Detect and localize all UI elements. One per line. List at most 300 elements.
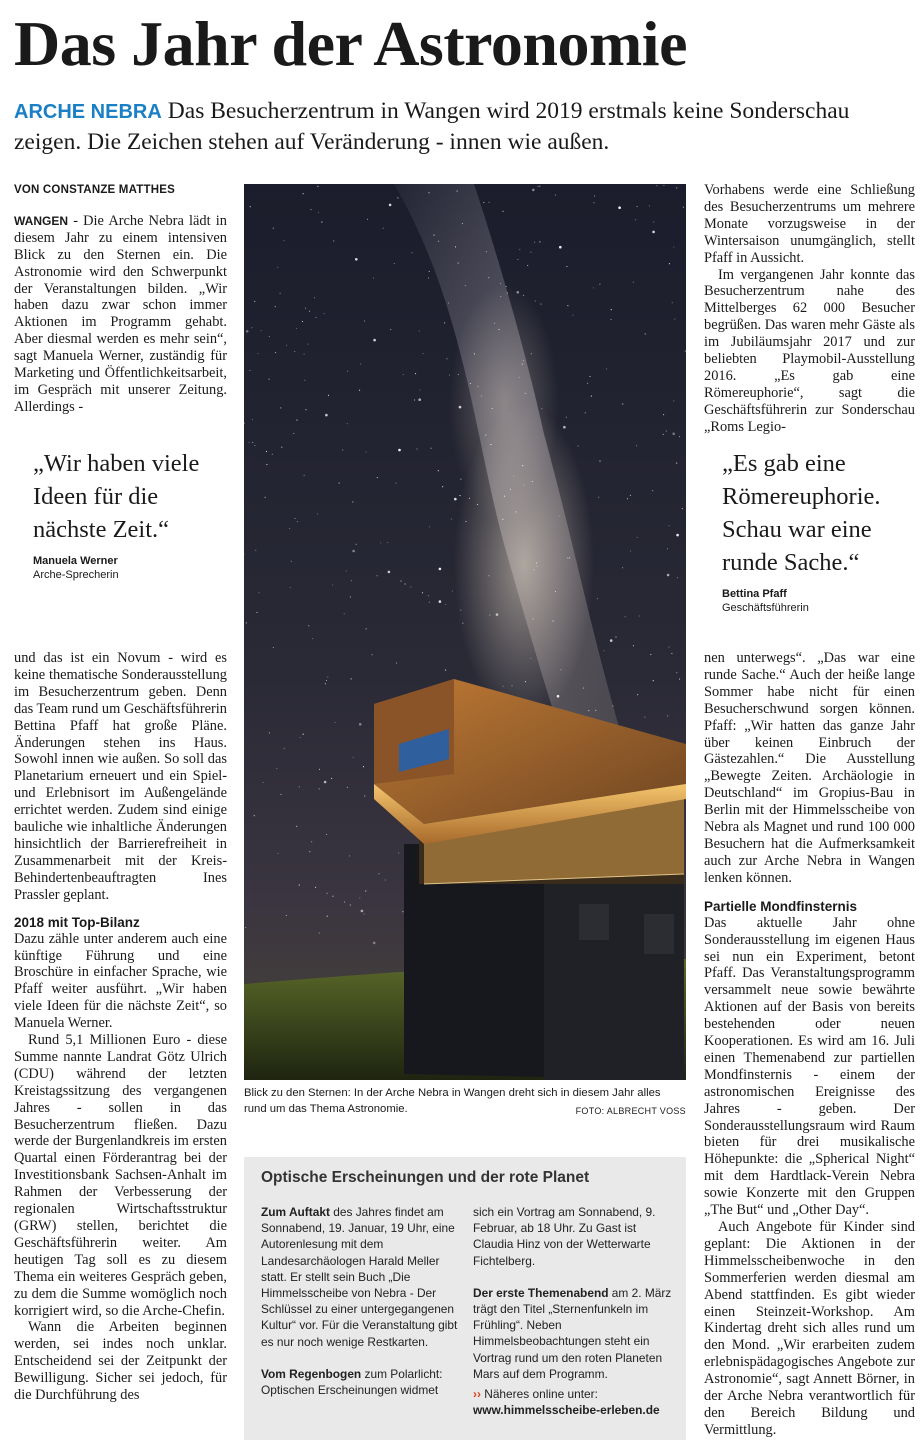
left-paragraph-4: Rund 5,1 Millionen Euro - diese Summe nannte Landrat Götz Ulrich (CDU) während der letzten Kreistagssitzung des vergangenen Jahres - sollen in das Besucherzentrum fließen. Dazu werde der Burgenlandkreis im ersten Quartal einen Förderantrag bei der Investitionsbank Sachsen-Anhalt im Rahmen der Verbesserung der regionalen Wirtschaftsstruktur (GRW) stellen, berichtet die Geschäftsführerin weiter. Am heutigen Tag soll es zu diesem Thema ein weiteres Gespräch geben, zu dem die Summe womöglich noch korrigiert wird, so die Arche-Chefin. [14, 1032, 227, 1319]
star [291, 561, 292, 562]
star [429, 526, 430, 527]
star [300, 737, 301, 738]
star [525, 681, 526, 682]
star [347, 371, 348, 372]
star [451, 518, 452, 519]
star [252, 442, 253, 443]
star [595, 710, 596, 711]
info-item-regenbogen-text: zum Polarlicht: Optischen Erscheinungen widmet [261, 1366, 443, 1398]
star [502, 211, 503, 212]
right-paragraph-5: Auch Angebote für Kinder sind geplant: Die Aktionen in der Himmelsscheibenwoche in den Sommerferien werden diesmal am Abend stattfinden. Es gibt wieder einen Steinzeit-Workshop. Am Kindertag dreht sich alles rund um den Mond. „Wir erarbeiten zudem erlebnispädagogisches Angebote zur Astronomie“, sagt Annett Börner, in der Arche Nebra verantwortlich für den Bereich Bildung und Vermittlung. [704, 1219, 915, 1438]
star [496, 613, 499, 616]
star [567, 305, 568, 306]
star [339, 483, 340, 484]
right-paragraph-4: Das aktuelle Jahr ohne Sonderausstellung im eigenen Haus sei nun ein Experiment, betont Pfaff. Das Veranstaltungsprogramm versammelt neue sowie bewährte Aktionen auf der Basis von bereits bestehenden oder neuen Kooperationen. Es wird am 16. Juli einen Themenabend zur partiellen Mondfinsternis - einem der astronomischen Ereignisse des Jahres - geben. Der Sonderausstellungsraum wird Raum bieten für drei musikalische Höhepunkte: die „Spherical Night“ mit dem Hardtlack-Verein Nebra sowie Konzerte mit den Gruppen „The But“ und „Other Day“. [704, 914, 915, 1219]
star [359, 390, 360, 391]
star [672, 302, 673, 303]
left-paragraph-5: Wann die Arbeiten beginnen werden, sei indes noch unklar. Entscheidend sei der Zeitpunkt der Bewilligung. Sicher sei jedoch, für die Durchführung des [14, 1319, 227, 1404]
pull-quote-left [33, 447, 223, 582]
star [383, 228, 384, 229]
pull-quote-left-name: Manuela Werner [33, 555, 118, 567]
star [458, 374, 459, 375]
more-info-link[interactable]: www.himmelsscheibe-erleben.de [473, 1403, 660, 1418]
star [293, 433, 294, 434]
star [666, 430, 667, 431]
star [266, 451, 267, 452]
star [419, 389, 420, 390]
star [286, 915, 287, 916]
left-column-top [14, 182, 227, 416]
star [460, 479, 461, 480]
star [507, 292, 508, 293]
star [490, 444, 491, 445]
star [469, 498, 470, 499]
star [481, 396, 482, 397]
star [677, 577, 678, 578]
star [398, 852, 399, 853]
star [255, 550, 256, 551]
photo-credit: FOTO: ALBRECHT VOSS [575, 1106, 686, 1116]
star [652, 490, 653, 491]
star [560, 669, 561, 670]
star [536, 563, 537, 564]
star [531, 353, 532, 354]
star [315, 887, 316, 888]
info-item-themenabend-lead: Der erste Themenabend [473, 1285, 609, 1300]
star [474, 353, 475, 354]
star [273, 228, 274, 229]
star [637, 206, 638, 207]
star [633, 282, 634, 283]
star [525, 393, 526, 394]
pull-quote-right [722, 447, 917, 615]
star [679, 436, 680, 437]
star [394, 263, 395, 264]
star [433, 235, 434, 236]
star [477, 504, 478, 505]
star [395, 482, 396, 483]
star [537, 566, 538, 567]
star [448, 302, 449, 303]
star [622, 403, 623, 404]
star [439, 600, 442, 603]
star [403, 374, 404, 375]
star [246, 330, 249, 333]
star [668, 525, 669, 526]
star [486, 251, 487, 252]
star [265, 497, 266, 498]
star [630, 495, 631, 496]
star [622, 567, 623, 568]
star [599, 284, 600, 285]
star [276, 768, 277, 769]
star [667, 574, 670, 577]
dateline: WANGEN [14, 213, 68, 228]
headline: Das Jahr der Astronomie [14, 8, 687, 79]
star [517, 291, 520, 294]
star [275, 306, 276, 307]
star [459, 406, 462, 409]
star [317, 513, 318, 514]
star [483, 202, 484, 203]
star [445, 604, 446, 605]
star [555, 195, 556, 196]
star [281, 447, 282, 448]
star [284, 748, 285, 749]
star [296, 826, 297, 827]
star [346, 571, 347, 572]
star [373, 942, 376, 945]
pull-quote-right-text: „Es gab eine Römereuphorie. Schau war eine runde Sache.“ [722, 450, 881, 576]
star [387, 542, 388, 543]
star [422, 592, 423, 593]
star [458, 263, 459, 264]
star [319, 788, 320, 789]
star [303, 193, 304, 194]
star [314, 297, 315, 298]
star [627, 498, 628, 499]
more-info [473, 1386, 678, 1402]
star [513, 475, 514, 476]
star [532, 189, 535, 192]
star [535, 301, 536, 302]
star [377, 575, 378, 576]
star [299, 786, 300, 787]
star [635, 219, 636, 220]
star [539, 186, 540, 187]
star [591, 396, 592, 397]
star [400, 580, 401, 581]
star [416, 448, 417, 449]
star [676, 187, 677, 188]
star [378, 873, 379, 874]
star [246, 622, 247, 623]
star [344, 613, 345, 614]
star [671, 653, 672, 654]
info-item-auftakt [261, 1204, 461, 1350]
star [569, 557, 570, 558]
star [278, 853, 279, 854]
star [454, 498, 457, 501]
pull-quote-left-role: Arche-Sprecherin [33, 569, 119, 581]
info-item-regenbogen [261, 1366, 461, 1398]
star [344, 902, 345, 903]
star [353, 757, 354, 758]
star [309, 311, 310, 312]
star [606, 368, 607, 369]
info-box-column-2 [473, 1204, 678, 1418]
star [351, 678, 352, 679]
star [676, 534, 679, 537]
star [333, 240, 334, 241]
star [364, 321, 365, 322]
star [498, 329, 499, 330]
star [460, 610, 461, 611]
star [470, 383, 471, 384]
star [563, 426, 566, 429]
star [390, 329, 391, 330]
star [557, 695, 560, 698]
star [307, 344, 308, 345]
star [553, 621, 554, 622]
star [347, 787, 348, 788]
star [325, 414, 328, 417]
star [373, 339, 376, 342]
star [524, 485, 525, 486]
star [653, 221, 654, 222]
star [385, 879, 386, 880]
star [249, 370, 250, 371]
star [489, 202, 490, 203]
star [355, 258, 358, 261]
star [324, 781, 327, 784]
star [296, 328, 297, 329]
star [415, 373, 416, 374]
star [650, 654, 651, 655]
star [263, 782, 264, 783]
star [321, 222, 322, 223]
star [663, 434, 664, 435]
right-paragraph-2: Im vergangenen Jahr konnte das Besucherzentrum nahe des Mittelberges 62 000 Besucher begrüßen. Das waren mehr Gäste als im Jubiläumsjahr 2017 und zur beliebten Playmobil-Ausstellung 2016. „Es gab eine Römereuphorie“, sagt die Geschäftsführerin zur Sonderschau „Roms Legio- [704, 266, 915, 435]
star [494, 323, 495, 324]
star [511, 685, 512, 686]
star [364, 913, 365, 914]
star [266, 464, 267, 465]
star [667, 715, 668, 716]
info-item-themenabend-text: am 2. März trägt den Titel „Sternenfunkeln im Frühling“. Neben Himmelsbeobachtungen steht ein Vortrag rund um den roten Planeten Mars auf dem Programm. [473, 1285, 672, 1381]
star [286, 345, 287, 346]
star [259, 592, 260, 593]
star [530, 658, 531, 659]
info-item-regenbogen-lead: Vom Regenbogen [261, 1366, 362, 1381]
star [284, 240, 285, 241]
star [252, 419, 253, 420]
star [363, 766, 364, 767]
star [273, 647, 274, 648]
star [356, 544, 357, 545]
star [290, 587, 291, 588]
star [644, 717, 645, 718]
star [367, 219, 368, 220]
star [414, 399, 415, 400]
star [304, 354, 305, 355]
star [593, 287, 594, 288]
star [256, 612, 257, 613]
star [462, 623, 463, 624]
star [637, 694, 638, 695]
right-column-bottom [704, 650, 915, 1439]
star [347, 423, 348, 424]
star [365, 890, 366, 891]
star [633, 645, 634, 646]
star [523, 295, 524, 296]
star [587, 383, 588, 384]
star [428, 595, 429, 596]
star [402, 911, 403, 912]
star [492, 408, 493, 409]
info-item-vortrag: sich ein Vortrag am Sonnabend, 9. Februar, ab 18 Uhr. Zu Gast ist Claudia Hinz von der Wetterwarte Fichtelberg. [473, 1205, 656, 1268]
star [280, 794, 281, 795]
star [455, 246, 456, 247]
star [676, 463, 677, 464]
star [682, 508, 683, 509]
star [625, 616, 626, 617]
star [319, 933, 320, 934]
info-box-column-1 [261, 1204, 461, 1414]
star [315, 317, 316, 318]
star [405, 583, 406, 584]
star [418, 398, 421, 401]
star [389, 204, 392, 207]
star [294, 351, 295, 352]
star [325, 683, 326, 684]
star [537, 186, 538, 187]
star [365, 451, 366, 452]
star [459, 495, 460, 496]
star [318, 212, 319, 213]
star [327, 893, 328, 894]
star [254, 301, 255, 302]
star [676, 672, 677, 673]
star [349, 855, 350, 856]
star [585, 412, 586, 413]
star [599, 461, 600, 462]
star [566, 266, 567, 267]
star [269, 336, 270, 337]
star [527, 265, 528, 266]
star [297, 521, 298, 522]
star [519, 377, 520, 378]
info-item-auftakt-text: des Jahres findet am Sonnabend, 19. Januar, 19 Uhr, eine Autorenlesung mit dem Landesarchäologen Harald Meller statt. Er stellt sein Buch „Die Himmelsscheibe von Nebra - Der Schlüssel zu einer untergegangenen Kultur“ vor. Für die Veranstaltung gibt es nur noch wenige Restkarten. [261, 1205, 458, 1349]
star [485, 435, 486, 436]
star [373, 277, 374, 278]
star [489, 614, 490, 615]
star [540, 304, 541, 305]
star [429, 271, 430, 272]
star [275, 352, 276, 353]
star [506, 286, 507, 287]
star [611, 309, 612, 310]
star [653, 680, 654, 681]
star [312, 638, 313, 639]
star [589, 376, 590, 377]
star [559, 246, 562, 249]
star [332, 584, 333, 585]
star [610, 639, 613, 642]
star [559, 515, 560, 516]
star [674, 319, 675, 320]
byline: VON CONSTANZE MATTHES [14, 184, 175, 196]
star [410, 586, 411, 587]
left-column-bottom [14, 650, 227, 1404]
star [380, 542, 381, 543]
star [444, 322, 445, 323]
star [319, 769, 320, 770]
pull-quote-right-name: Bettina Pfaff [722, 588, 787, 600]
star [445, 670, 446, 671]
star [583, 688, 584, 689]
star [630, 550, 631, 551]
star [304, 380, 305, 381]
star [428, 192, 429, 193]
star [519, 249, 520, 250]
star [304, 475, 305, 476]
star [645, 333, 646, 334]
star [567, 557, 568, 558]
star [522, 364, 523, 365]
arche-nebra-night-photo [244, 184, 686, 1080]
star [360, 363, 361, 364]
star [639, 615, 640, 616]
subheading-mondfinsternis: Partielle Mondfinsternis [704, 898, 858, 914]
star [331, 778, 332, 779]
star [656, 185, 657, 186]
star [539, 241, 540, 242]
star [462, 223, 463, 224]
info-item-auftakt-lead: Zum Auftakt [261, 1205, 330, 1219]
star [572, 315, 573, 316]
star [359, 723, 362, 726]
pull-quote-right-role: Geschäftsführerin [722, 602, 809, 614]
star [280, 407, 281, 408]
star [324, 313, 325, 314]
star [530, 252, 531, 253]
star [245, 927, 246, 928]
star [457, 191, 458, 192]
star [372, 654, 373, 655]
star [517, 259, 518, 260]
star [465, 521, 466, 522]
star [308, 625, 309, 626]
star [249, 442, 250, 443]
star [257, 353, 258, 354]
star [533, 618, 534, 619]
star [488, 277, 489, 278]
star [359, 897, 360, 898]
photo-caption [244, 1085, 686, 1119]
star [669, 263, 670, 264]
caption-text: Blick zu den Sternen: In der Arche Nebra in Wangen dreht sich in diesem Jahr alles rund um das Thema Astronomie. [244, 1087, 661, 1115]
star [328, 395, 329, 396]
star [317, 186, 318, 187]
star [309, 851, 310, 852]
star [500, 283, 501, 284]
star [289, 528, 290, 529]
star [637, 537, 638, 538]
star [438, 241, 439, 242]
star [411, 252, 412, 253]
star [419, 330, 420, 331]
star [302, 321, 303, 322]
star [612, 705, 613, 706]
star [541, 408, 542, 409]
star [477, 386, 478, 387]
star [272, 454, 273, 455]
star [673, 246, 674, 247]
star [296, 420, 297, 421]
subheading-top-bilanz: 2018 mit Top-Bilanz [14, 914, 140, 930]
star [311, 841, 312, 842]
star [261, 330, 262, 331]
star [685, 351, 686, 352]
star [364, 796, 365, 797]
star [446, 358, 447, 359]
more-arrow-icon: ›› [473, 1387, 481, 1402]
star [352, 550, 355, 553]
star [398, 449, 401, 452]
star [396, 663, 397, 664]
star [327, 916, 328, 917]
